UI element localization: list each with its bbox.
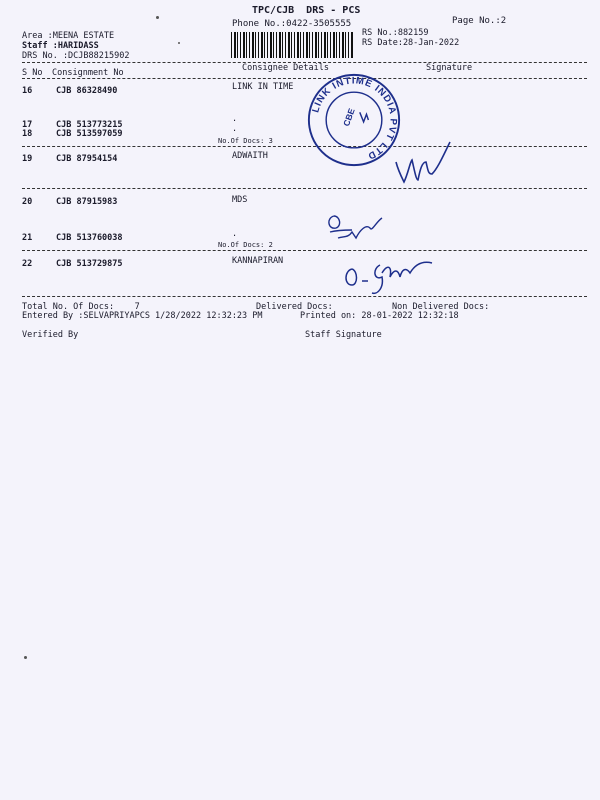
- entered-by: Entered By :SELVAPRIYAPCS 1/28/2022 12:32:23 PM: [22, 311, 263, 321]
- non-delivered-docs: Non Delivered Docs:: [392, 302, 490, 312]
- row-consignee: ADWAITH: [232, 151, 268, 161]
- barcode-image: [231, 32, 353, 58]
- rs-date: RS Date:28-Jan-2022: [362, 38, 460, 48]
- page-number: Page No.:2: [452, 16, 507, 26]
- row-consignee: .: [232, 124, 238, 134]
- row-divider: [22, 146, 587, 147]
- row-divider: [22, 188, 587, 189]
- company-stamp: [306, 72, 402, 168]
- total-docs: Total No. Of Docs: 7: [22, 302, 140, 312]
- group-docs-count: No.Of Docs: 2: [218, 241, 273, 249]
- column-divider: [22, 78, 587, 79]
- speck-mark: [24, 656, 27, 659]
- printed-on: Printed on: 28-01-2022 12:32:18: [300, 311, 459, 321]
- row-consignment: CJB 86328490: [56, 86, 118, 96]
- row-sno: 17: [22, 120, 33, 130]
- staff-label: Staff :HARIDASS: [22, 41, 99, 51]
- staff-signature: Staff Signature: [305, 330, 382, 340]
- signature-adwaith: [392, 140, 452, 190]
- row-consignee: KANNAPIRAN: [232, 256, 284, 266]
- group-docs-count: No.Of Docs: 3: [218, 137, 273, 145]
- row-consignment: CJB 513597059: [56, 129, 123, 139]
- col-consignee: Consignee Details: [242, 63, 329, 73]
- speck-mark: [178, 42, 180, 44]
- row-consignment: CJB 513773215: [56, 120, 123, 130]
- signature-kannapiran: [342, 255, 437, 297]
- row-consignment: CJB 87915983: [56, 197, 118, 207]
- col-consignment: Consignment No: [52, 68, 124, 78]
- area-label: Area :MEENA ESTATE: [22, 31, 115, 41]
- row-sno: 18: [22, 129, 33, 139]
- row-consignee: .: [232, 229, 238, 239]
- row-sno: 20: [22, 197, 33, 207]
- document-title: TPC/CJB DRS - PCS: [252, 5, 361, 16]
- row-consignee: .: [232, 114, 238, 124]
- signature-mds: [322, 208, 384, 248]
- row-consignment: CJB 87954154: [56, 154, 118, 164]
- speck-mark: [156, 16, 159, 19]
- row-consignment: CJB 513729875: [56, 259, 123, 269]
- stamp-ring-text: LINK INTIME INDIA PVT LTD: [310, 75, 399, 162]
- drs-number: DRS No. :DCJB88215902: [22, 51, 130, 61]
- stamp-initial-mark: [360, 112, 369, 122]
- verified-by: Verified By: [22, 330, 79, 340]
- row-sno: 16: [22, 86, 33, 96]
- row-sno: 19: [22, 154, 33, 164]
- row-consignee: LINK IN TIME: [232, 82, 294, 92]
- stamp-center-text: CBE: [341, 106, 357, 128]
- col-signature: Signature: [426, 63, 473, 73]
- row-consignee: MDS: [232, 195, 248, 205]
- phone-number: Phone No.:0422-3505555: [232, 19, 352, 29]
- row-sno: 22: [22, 259, 33, 269]
- delivered-docs: Delivered Docs:: [256, 302, 333, 312]
- rs-number: RS No.:882159: [362, 28, 429, 38]
- footer-divider: [22, 296, 587, 297]
- row-divider: [22, 250, 587, 251]
- row-sno: 21: [22, 233, 33, 243]
- col-sno: S No: [22, 68, 43, 78]
- row-consignment: CJB 513760038: [56, 233, 123, 243]
